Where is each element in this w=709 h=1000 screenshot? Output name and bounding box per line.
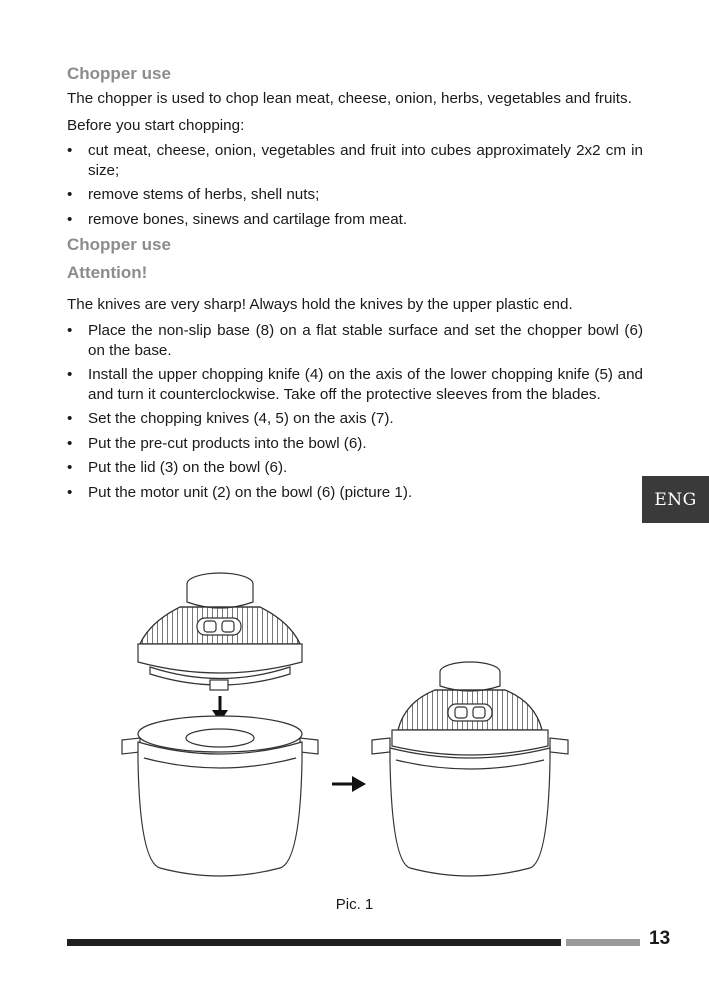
- language-tab: ENG: [642, 476, 709, 523]
- list-item: • Place the non-slip base (8) on a flat stable surface and set the chopper bowl (6) on the base.: [67, 322, 643, 359]
- before-start-text: Before you start chopping:: [67, 117, 245, 134]
- list-item: • Put the motor unit (2) on the bowl (6) (picture 1).: [67, 483, 413, 501]
- list-item: • Set the chopping knives (4, 5) on the axis (7).: [67, 410, 394, 427]
- footer-divider-grey: [566, 939, 640, 946]
- prep-bullet-list: [67, 141, 643, 229]
- list-item: • Put the pre-cut products into the bowl (6).: [67, 434, 367, 452]
- usage-bullet-list: [67, 321, 643, 502]
- figure-caption: Pic. 1: [335, 896, 374, 913]
- list-item: • remove bones, sinews and cartilage from meat.: [67, 210, 408, 228]
- bullet-icon: •: [67, 459, 73, 476]
- list-item: • cut meat, cheese, onion, vegetables and fruit into cubes approximately 2x2 cm in size;: [67, 142, 643, 179]
- chopper-assembly-icon: [100, 562, 590, 892]
- page-content: [67, 62, 643, 502]
- section-heading-chopper-use-2: Chopper use: [67, 235, 171, 254]
- list-item: • Put the lid (3) on the bowl (6).: [67, 459, 288, 476]
- motor-unit-icon: [138, 573, 302, 690]
- intro-paragraph: The chopper is used to chop lean meat, cheese, onion, herbs, vegetables and fruits.: [67, 90, 632, 107]
- attention-heading: Attention!: [67, 263, 148, 282]
- list-item: • Install the upper chopping knife (4) on the axis of the lower chopping knife (5) and and turn it counterclockwise. Take off the protective sleeves from the blades.: [67, 366, 643, 403]
- warning-text: The knives are very sharp! Always hold the knives by the upper plastic end.: [67, 296, 573, 313]
- bullet-icon: •: [67, 366, 73, 383]
- arrow-right-icon: [332, 776, 366, 792]
- list-item: • remove stems of herbs, shell nuts;: [67, 186, 320, 203]
- footer-divider-dark: [67, 939, 561, 946]
- bullet-icon: •: [67, 322, 73, 339]
- chopper-illustration: [100, 562, 590, 892]
- bullet-icon: •: [67, 410, 73, 427]
- bullet-icon: •: [67, 186, 73, 203]
- page-number: 13: [649, 928, 671, 949]
- bullet-icon: •: [67, 483, 73, 501]
- bullet-icon: •: [67, 210, 73, 228]
- bullet-icon: •: [67, 434, 73, 452]
- assembled-chopper-icon: [372, 662, 568, 876]
- bullet-icon: •: [67, 142, 73, 159]
- bowl-icon: [122, 716, 318, 876]
- section-heading-chopper-use: Chopper use: [67, 64, 171, 83]
